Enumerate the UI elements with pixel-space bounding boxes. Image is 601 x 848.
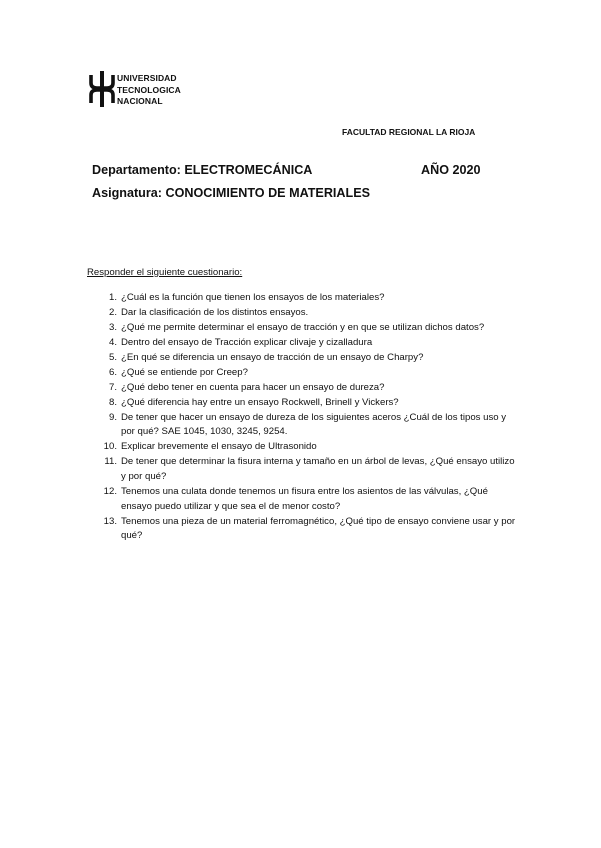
question-text: De tener que hacer un ensayo de dureza de los siguientes aceros ¿Cuál de los tipos uso y por qué? SAE 1045, 1030, 3245, 9254. [121, 411, 507, 438]
question-item [100, 515, 520, 544]
question-text: Dentro del ensayo de Tracción explicar clivaje y cizalladura [121, 336, 373, 348]
year-label: AÑO 2020 [421, 163, 481, 177]
logo-line: UNIVERSIDAD [117, 73, 177, 83]
question-item [100, 455, 520, 484]
question-number: 6. [108, 366, 117, 378]
question-item [100, 411, 520, 440]
department-title: Departamento: ELECTROMECÁNICA [92, 163, 313, 177]
question-number: 11. [104, 456, 117, 468]
question-item [100, 351, 520, 366]
question-number: 12. [103, 486, 117, 498]
university-name [117, 73, 181, 108]
question-item [100, 336, 520, 351]
question-text: Tenemos una pieza de un material ferromagnético, ¿Qué tipo de ensayo conviene usar y por qué? [121, 515, 516, 542]
question-item [100, 306, 520, 321]
university-logo [89, 71, 199, 109]
question-item [100, 440, 520, 455]
question-item [100, 321, 520, 336]
question-number: 13. [103, 515, 117, 527]
question-item [100, 366, 520, 381]
question-number: 5. [108, 351, 117, 363]
logo-line: TECNOLOGICA [117, 84, 181, 95]
questionnaire-intro: Responder el siguiente cuestionario: [87, 267, 243, 278]
question-number: 9. [108, 411, 117, 423]
question-text: ¿Qué me permite determinar el ensayo de tracción y en que se utilizan dichos datos? [121, 321, 485, 333]
question-item [100, 485, 520, 514]
utn-logo-icon [89, 71, 115, 107]
question-text: ¿Qué diferencia hay entre un ensayo Rockwell, Brinell y Vickers? [121, 396, 399, 408]
question-item [100, 291, 520, 306]
question-text: Explicar brevemente el ensayo de Ultrasonido [121, 441, 317, 453]
question-item [100, 381, 520, 396]
question-number: 3. [108, 321, 117, 333]
question-number: 7. [108, 381, 117, 393]
question-number: 4. [108, 336, 117, 348]
question-text: Dar la clasificación de los distintos ensayos. [121, 306, 309, 318]
question-text: ¿Cuál es la función que tienen los ensayos de los materiales? [121, 292, 385, 303]
logo-line: NACIONAL [117, 96, 163, 106]
question-number: 10. [103, 441, 117, 453]
question-text: ¿En qué se diferencia un ensayo de tracción de un ensayo de Charpy? [121, 351, 424, 363]
department-row [92, 163, 492, 177]
question-number: 8. [108, 396, 117, 408]
question-text: Tenemos una culata donde tenemos un fisura entre los asientos de las válvulas, ¿Qué ensayo puedo utilizar y que sea el de menor costo? [121, 486, 488, 512]
question-text: ¿Qué debo tener en cuenta para hacer un ensayo de dureza? [121, 381, 385, 393]
question-number: 2. [108, 306, 117, 318]
question-text: ¿Qué se entiende por Creep? [121, 366, 248, 378]
question-item [100, 396, 520, 411]
question-list [100, 291, 520, 544]
question-text: De tener que determinar la fisura interna y tamaño en un árbol de levas, ¿Qué ensayo utilizo y por qué? [121, 456, 515, 483]
subject-title: Asignatura: CONOCIMIENTO DE MATERIALES [92, 186, 371, 200]
faculty-name: FACULTAD REGIONAL LA RIOJA [342, 127, 476, 137]
question-number: 1. [108, 292, 117, 303]
